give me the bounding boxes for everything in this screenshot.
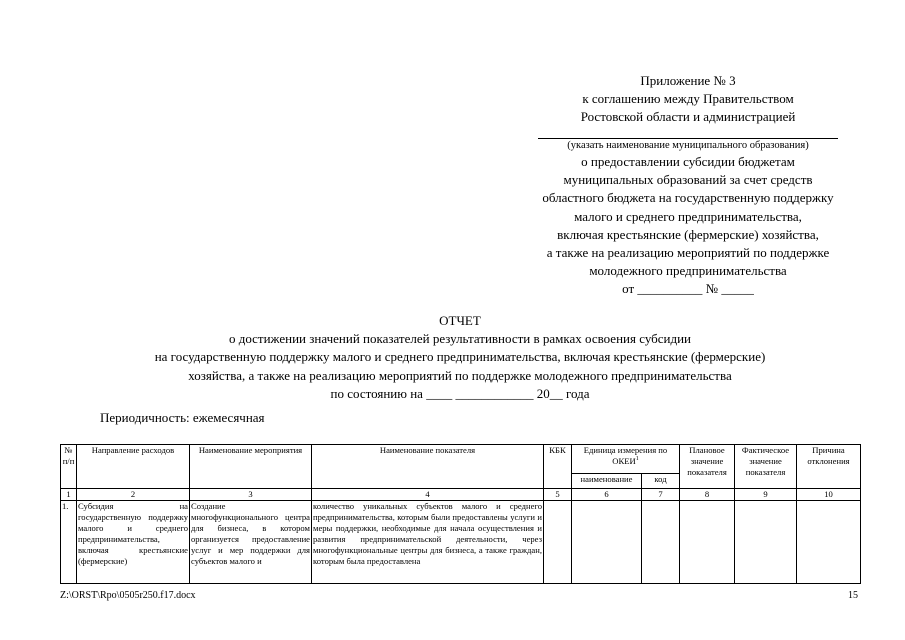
appendix-line: включая крестьянские (фермерские) хозяйства, [557, 226, 819, 242]
appendix-line: малого и среднего предпринимательства, [574, 208, 802, 224]
appendix-line: муниципальных образований за счет средств [563, 172, 813, 188]
column-number: 10 [797, 488, 861, 500]
header-direction: Направление расходов [77, 445, 190, 489]
header-planned: Плановое значение показателя [680, 445, 735, 489]
column-number: 5 [544, 488, 572, 500]
row-event: Создание многофункционального центра для бизнеса, в котором организуется предоставление услуг и мер поддержки для субъектов малого и [190, 500, 312, 583]
report-heading [60, 312, 860, 403]
header-kbk: КБК [544, 445, 572, 489]
appendix-block [490, 72, 886, 298]
header-event: Наименование мероприятия [190, 445, 312, 489]
row-indicator: количество уникальных субъектов малого и среднего предпринимательства, которым были предоставлены услуги и меры поддержки, необходимые для начала осуществления и развития предпринимательской деятельности, через многофункциональные центры для бизнеса, а также граждан, которым была предоставлена [312, 500, 544, 583]
table-row [61, 500, 861, 583]
unit-footnote-mark: 1 [635, 456, 639, 463]
header-unit-label: Единица измерения по ОКЕИ [583, 445, 668, 466]
header-reason: Причина отклонения [797, 445, 861, 489]
footer-page-number: 15 [848, 590, 858, 601]
column-number: 4 [312, 488, 544, 500]
row-planned [680, 500, 735, 583]
report-table [60, 444, 861, 584]
table-column-numbers-row [61, 488, 861, 500]
report-line: хозяйства, а также на реализацию мероприятий по поддержке молодежного предпринимательства [188, 367, 732, 383]
column-number: 6 [572, 488, 642, 500]
appendix-line: молодежного предпринимательства [589, 262, 787, 278]
appendix-line: к соглашению между Правительством [582, 91, 794, 107]
header-num: № п/п [61, 445, 77, 489]
row-actual [735, 500, 797, 583]
header-unit-code: код [642, 473, 680, 488]
appendix-line: о предоставлении субсидии бюджетам [581, 154, 795, 170]
table-header-row [61, 445, 861, 474]
row-reason [797, 500, 861, 583]
column-number: 8 [680, 488, 735, 500]
column-number: 2 [77, 488, 190, 500]
appendix-hint: (указать наименование муниципального образования) [567, 140, 809, 152]
header-indicator: Наименование показателя [312, 445, 544, 489]
appendix-line: областного бюджета на государственную поддержку [542, 190, 834, 206]
report-title: ОТЧЕТ [439, 313, 481, 328]
appendix-line: а также на реализацию мероприятий по поддержке [546, 244, 830, 260]
appendix-date-number: от __________ № _____ [622, 280, 754, 296]
header-unit-name: наименование [572, 473, 642, 488]
blank-fill-line [538, 126, 838, 139]
row-num: 1. [61, 500, 77, 583]
report-date-line: по состоянию на ____ ____________ 20__ года [330, 385, 590, 401]
row-direction: Субсидия на государственную поддержку малого и среднего предпринимательства, включая крестьянские (фермерские) [77, 500, 190, 583]
column-number: 1 [61, 488, 77, 500]
report-line: на государственную поддержку малого и среднего предпринимательства, включая крестьянские (фермерские) [154, 349, 766, 365]
report-line: о достижении значений показателей результативности в рамках освоения субсидии [228, 331, 692, 347]
column-number: 3 [190, 488, 312, 500]
appendix-line: Ростовской области и администрацией [580, 109, 796, 125]
header-unit [572, 445, 680, 474]
row-kbk [544, 500, 572, 583]
column-number: 9 [735, 488, 797, 500]
periodicity-label: Периодичность: ежемесячная [100, 410, 265, 425]
row-unit-code [642, 500, 680, 583]
header-actual: Фактическое значение показателя [735, 445, 797, 489]
appendix-title: Приложение № 3 [640, 73, 736, 88]
column-number: 7 [642, 488, 680, 500]
footer-file-path: Z:\ORST\Rpo\0505r250.f17.docx [60, 590, 196, 601]
row-unit-name [572, 500, 642, 583]
